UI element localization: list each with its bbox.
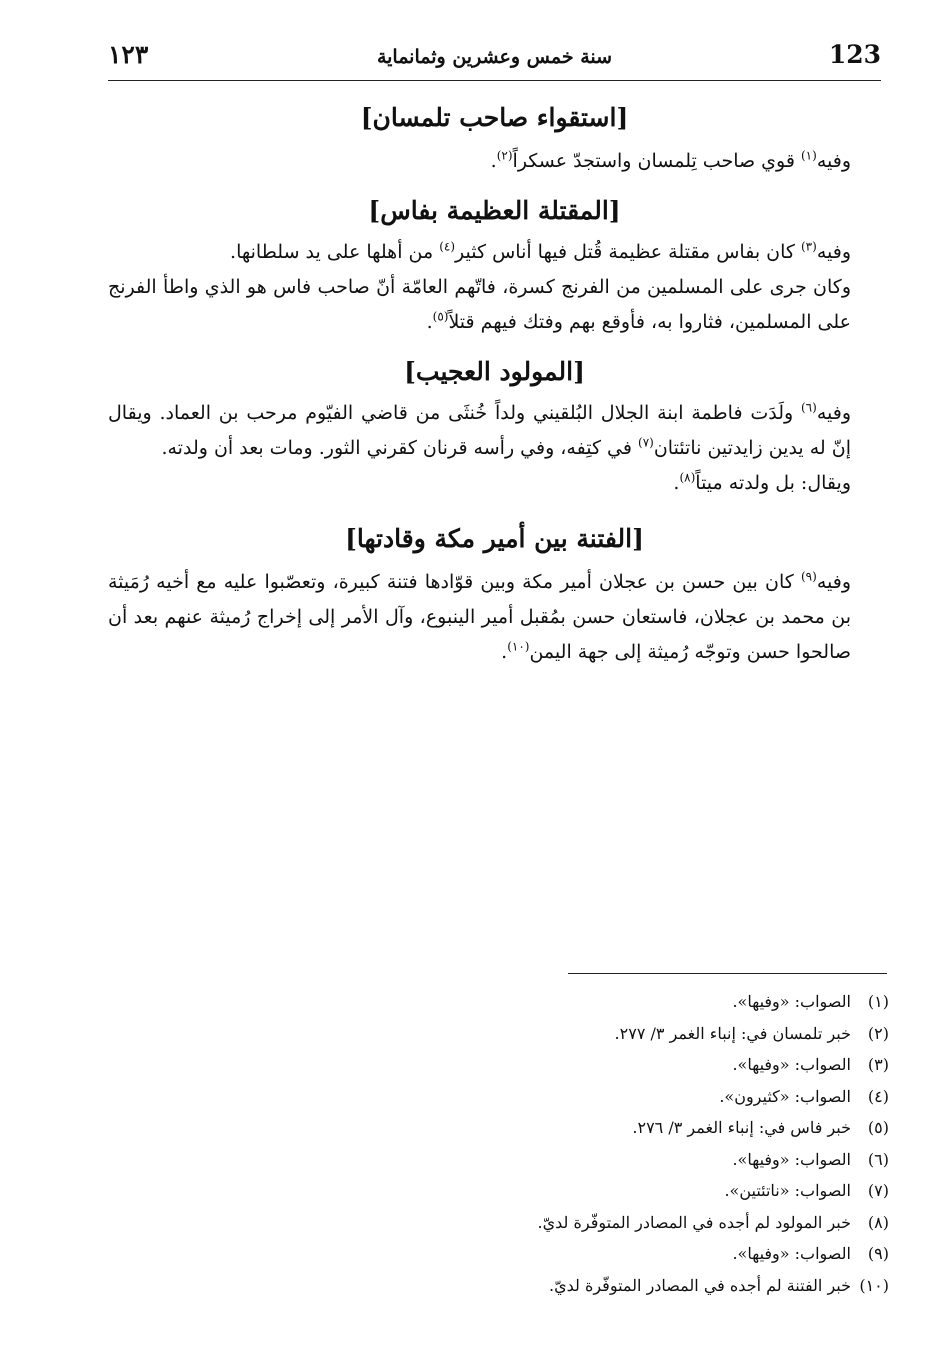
section-heading: [الفتنة بين أمير مكة وقادتها] [345, 524, 644, 553]
footnote-ref: (٥) [432, 309, 449, 324]
section-heading: [المولود العجيب] [404, 357, 585, 386]
footnote-number: (١) [867, 992, 889, 1011]
footnote [300, 1207, 889, 1239]
paragraph: وفيه$^{(٦)}$ ولَدَت فاطمة ابنة الجلال البُلقيني ولداً خُنثَى من قاضي الفيّوم مرحب بن العماد. ويقال إنّ له يدين زايدتين ناتئتان$^{(٧)}$ في كتِفه، وفي رأسه قرنان كقرني الثور. ومات بعد أن ولدته. [108, 400, 851, 459]
footnote-ref: (٦) [800, 400, 817, 415]
footnotes [300, 986, 889, 1301]
footnote-number: (٢) [867, 1023, 889, 1043]
paragraph: وفيه$^{(١)}$ قوي صاحب تِلمسان واستجدّ عسكراً$^{(٢)}$. [490, 148, 851, 172]
footnote-text: الصواب: «وفيها». [732, 1149, 851, 1169]
paragraph: وفيه$^{(٩)}$ كان بين حسن بن عجلان أمير مكة وبين قوّادها فتنة كبيرة، وتعصّبوا عليه مع أخيه رُمَيثة بن محمد بن عجلان، فاستعان حسن بمُقبل أمير الينبوع، وآل الأمر إلى إخراج رُميثة عنهم بعد أن صالحوا حسن وتوجّه رُميثة إلى جهة اليمن$^{(١٠)}$. [108, 569, 851, 663]
footnote-ref: (١) [800, 148, 817, 163]
footnote [300, 1112, 889, 1144]
footnote-ref: (٣) [800, 239, 817, 254]
footnote-ref: (٤) [439, 239, 456, 254]
footnote [300, 1018, 889, 1050]
footnote-number: (٨) [867, 1212, 889, 1232]
footnote-ref: (٢) [496, 148, 513, 163]
footnote [300, 986, 889, 1018]
paragraph: وكان جرى على المسلمين من الفرنج كسرة، فاتّهم العامّة أنّ صاحب فاس هو الذي واطأ الفرنج على المسلمين، فثاروا به، فأوقع بهم وفتك فيهم قتلاً$^{(٥)}$. [108, 276, 851, 333]
footnote-number: (٦) [867, 1149, 889, 1169]
paragraph: ويقال: بل ولدته ميتاً$^{(٨)}$. [673, 470, 851, 494]
page-header [108, 38, 881, 82]
header-rule [108, 80, 881, 81]
footnote-number: (٧) [867, 1181, 889, 1200]
footnote [300, 1238, 889, 1270]
footnote-rule [568, 973, 887, 974]
footnote-number: (٩) [867, 1244, 889, 1263]
section-heading: [المقتلة العظيمة بفاس] [368, 196, 621, 225]
footnote [300, 1081, 889, 1113]
footnote-text: الصواب: «وفيها». [732, 1055, 851, 1074]
footnote [300, 1049, 889, 1081]
footnote-text: خبر تلمسان في: إنباء الغمر ٣/ ٢٧٧. [614, 1023, 851, 1043]
footnote-text: الصواب: «كثيرون». [719, 1086, 851, 1106]
footnote-number: (٤) [867, 1086, 889, 1106]
footnote-ref: (٨) [679, 470, 696, 485]
section-mecca [108, 517, 881, 670]
section-fez [108, 189, 881, 340]
footnote-ref: (١٠) [507, 639, 530, 654]
footnote-text: خبر الفتنة لم أجده في المصادر المتوفّرة لديّ. [549, 1275, 851, 1295]
footnote-number: (١٠) [859, 1275, 889, 1295]
footnote-text: الصواب: «ناتئتين». [724, 1181, 851, 1200]
footnote-ref: (٩) [800, 569, 817, 584]
page-number-arabic: ١٢٣ [108, 40, 149, 69]
page-number-latin: 123 [828, 40, 881, 69]
footnote-text: خبر المولود لم أجده في المصادر المتوفّرة لديّ. [537, 1212, 851, 1232]
footnote-number: (٣) [867, 1055, 889, 1074]
footnote [300, 1175, 889, 1207]
section-tlemcen [108, 96, 881, 179]
footnote-text: الصواب: «وفيها». [732, 1244, 851, 1263]
footnote-text: الصواب: «وفيها». [732, 992, 851, 1011]
footnote [300, 1270, 889, 1302]
main-text [108, 96, 881, 670]
paragraph: وفيه$^{(٣)}$ كان بفاس مقتلة عظيمة قُتل فيها أناس كثير$^{(٤)}$ من أهلها على يد سلطانها. [230, 239, 851, 263]
footnote-number: (٥) [867, 1118, 889, 1137]
section-heading: [استقواء صاحب تلمسان] [360, 103, 629, 132]
running-title: سنة خمس وعشرين وثمانماية [376, 46, 613, 68]
footnote-ref: (٧) [638, 435, 654, 450]
footnote-text: خبر فاس في: إنباء الغمر ٣/ ٢٧٦. [632, 1118, 851, 1137]
footnote [300, 1144, 889, 1176]
section-newborn [108, 350, 881, 501]
